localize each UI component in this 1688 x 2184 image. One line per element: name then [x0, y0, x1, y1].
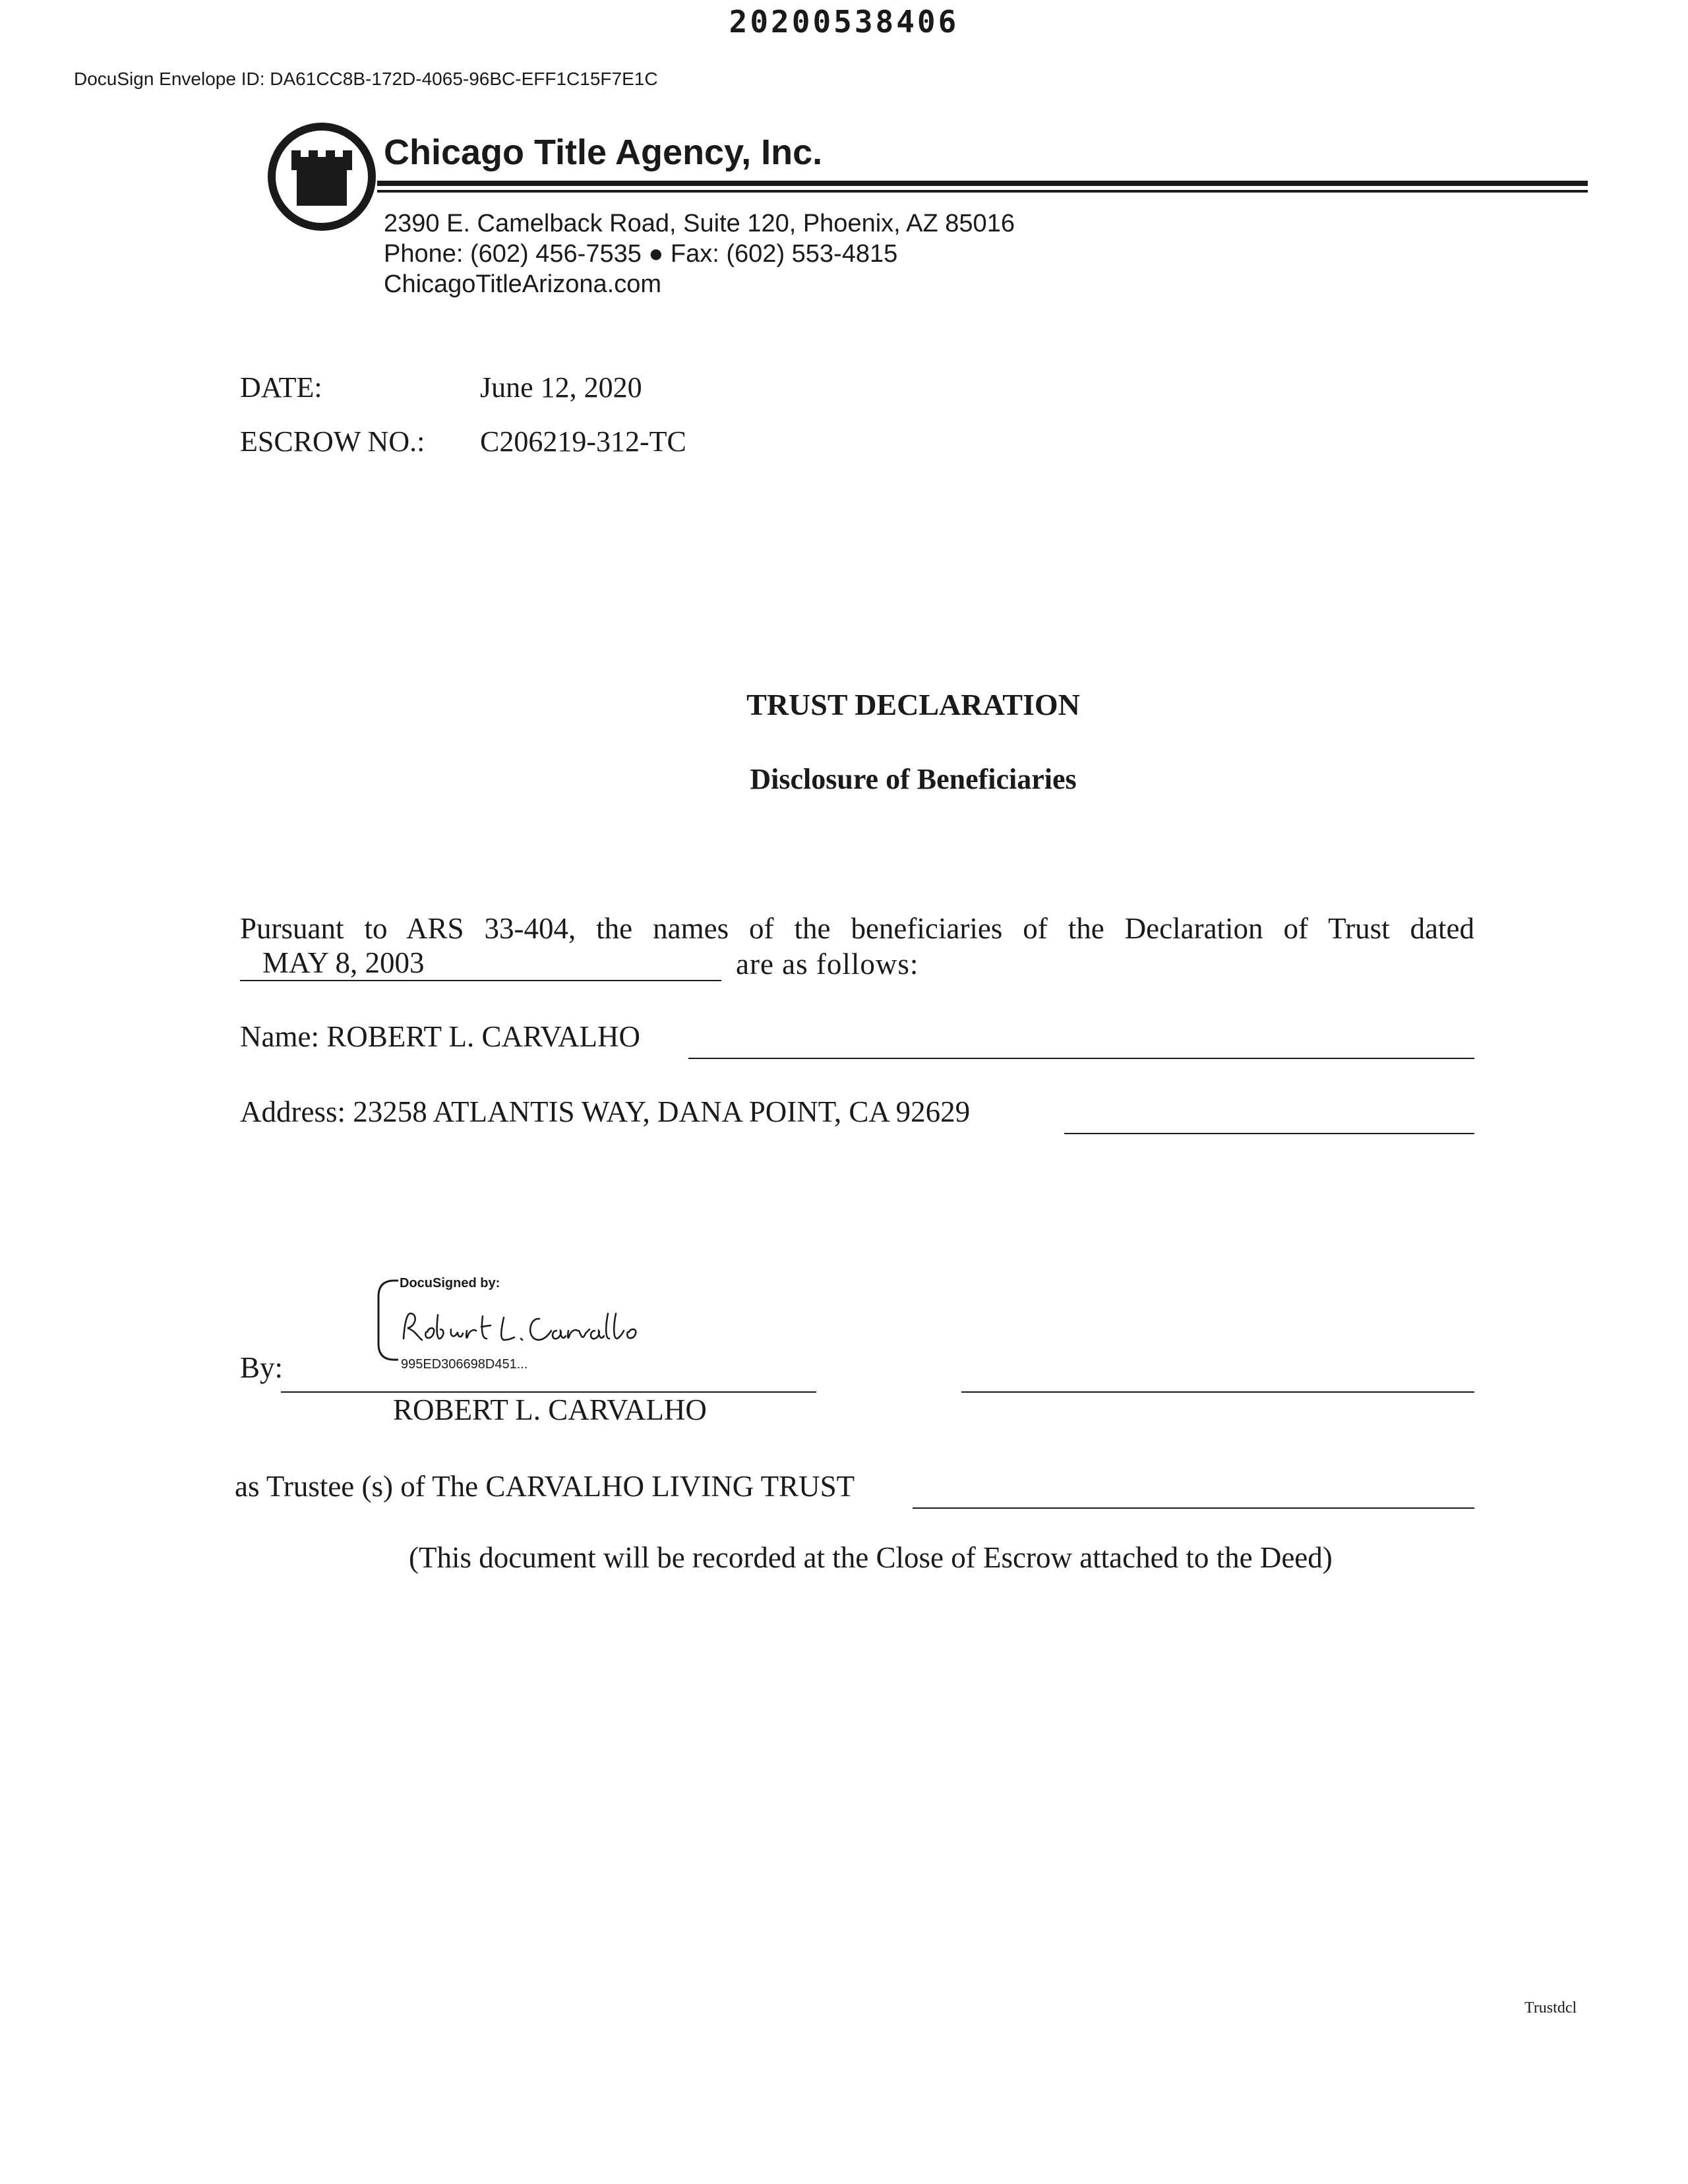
- name-underline: [688, 1058, 1474, 1059]
- document-subtitle: Disclosure of Beneficiaries: [750, 763, 1077, 795]
- company-address: 2390 E. Camelback Road, Suite 120, Phoenix, AZ 85016: [384, 210, 1015, 237]
- trustee-statement: as Trustee (s) of The CARVALHO LIVING TRUST: [235, 1470, 855, 1503]
- follows-text: are as follows:: [736, 948, 919, 981]
- date-value: June 12, 2020: [480, 371, 642, 404]
- address-underline: [1064, 1133, 1474, 1134]
- by-label: By:: [240, 1351, 284, 1384]
- docusigned-by-label: DocuSigned by:: [400, 1276, 500, 1290]
- escrow-number-value: C206219-312-TC: [480, 425, 686, 458]
- beneficiary-name: Name: ROBERT L. CARVALHO: [240, 1020, 641, 1053]
- date-label: DATE:: [240, 371, 322, 404]
- docusign-envelope-id: DocuSign Envelope ID: DA61CC8B-172D-4065-96BC-EFF1C15F7E1C: [74, 69, 658, 89]
- document-title: TRUST DECLARATION: [746, 688, 1080, 721]
- castle-tower-logo-icon: [266, 121, 377, 232]
- letterhead-rule-thin: [377, 190, 1588, 193]
- company-name: Chicago Title Agency, Inc.: [384, 133, 823, 172]
- company-contact: Phone: (602) 456-7535 ● Fax: (602) 553-4815: [384, 240, 898, 268]
- pursuant-statement: Pursuant to ARS 33-404, the names of the beneficiaries of the Declaration of Trust dated: [240, 912, 1474, 945]
- recording-note: (This document will be recorded at the Close of Escrow attached to the Deed): [409, 1541, 1333, 1574]
- second-signature-line: [961, 1391, 1474, 1393]
- recording-number: 20200538406: [729, 4, 959, 40]
- docusign-hash: 995ED306698D451...: [401, 1357, 528, 1372]
- signer-name: ROBERT L. CARVALHO: [393, 1393, 707, 1426]
- escrow-number-label: ESCROW NO.:: [240, 425, 425, 458]
- footer-form-code: Trustdcl: [1524, 1999, 1577, 2017]
- beneficiary-address: Address: 23258 ATLANTIS WAY, DANA POINT, CA 92629: [240, 1095, 971, 1128]
- company-website: ChicagoTitleArizona.com: [384, 270, 661, 298]
- trustee-underline: [913, 1507, 1474, 1509]
- letterhead-rule: [377, 181, 1588, 186]
- trust-date-value: MAY 8, 2003: [262, 946, 425, 979]
- handwritten-signature: [398, 1300, 649, 1353]
